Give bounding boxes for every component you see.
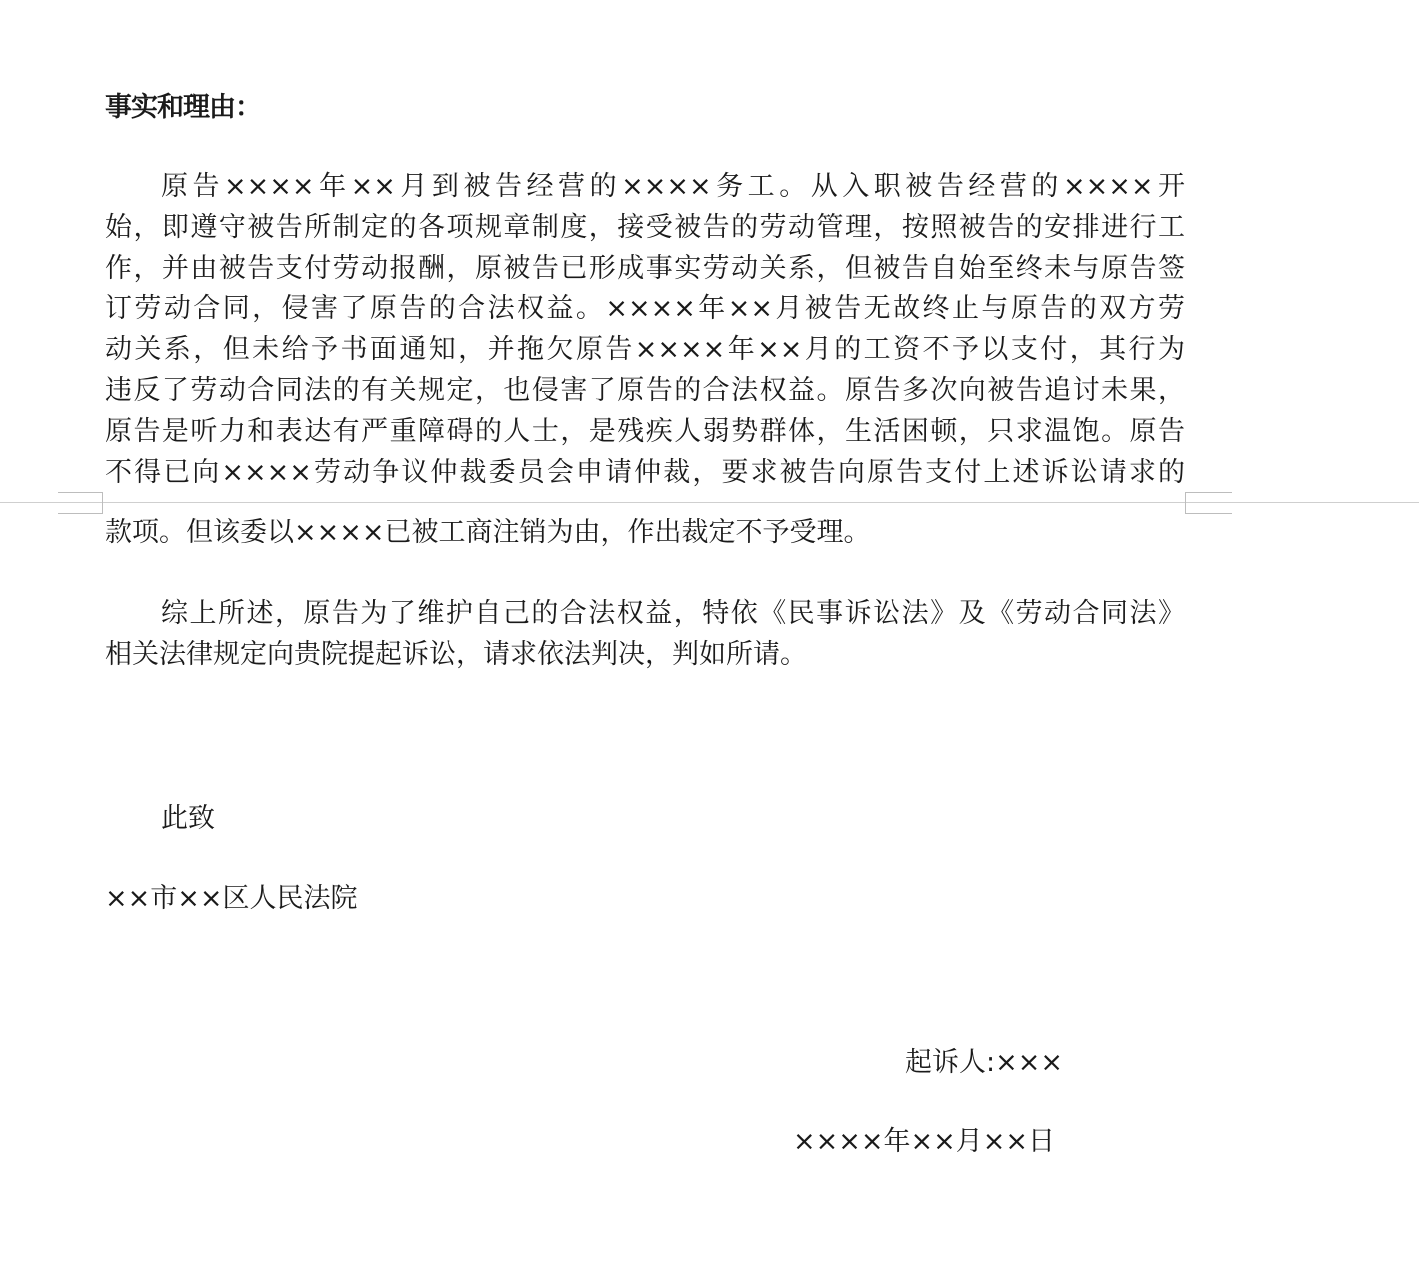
plaintiff-signature: 起诉人:××× bbox=[905, 1047, 1063, 1078]
text-line: 原告是听力和表达有严重障碍的人士，是残疾人弱势群体，生活困顿，只求温饱。原告 bbox=[105, 415, 1185, 447]
text-line: 始，即遵守被告所制定的各项规章制度，接受被告的劳动管理，按照被告的安排进行工 bbox=[105, 211, 1185, 243]
section-heading: 事实和理由： bbox=[105, 92, 261, 123]
text-line: 原告××××年××月到被告经营的××××务工。从入职被告经营的××××开 bbox=[161, 171, 1185, 202]
text-line: 相关法律规定向贵院提起诉讼，请求依法判决，判如所请。 bbox=[105, 638, 807, 670]
right-margin-crop-mark-icon bbox=[1185, 492, 1232, 514]
facts-paragraph-page1 bbox=[105, 167, 1185, 493]
left-margin-crop-mark-icon bbox=[58, 492, 103, 514]
text-line: 作，并由被告支付劳动报酬，原被告已形成事实劳动关系，但被告自始至终未与原告签 bbox=[105, 252, 1185, 284]
conclusion-paragraph bbox=[105, 594, 1185, 676]
court-name: ××市××区人民法院 bbox=[105, 883, 358, 914]
text-line: 订劳动合同，侵害了原告的合法权益。××××年××月被告无故终止与原告的双方劳 bbox=[105, 293, 1185, 325]
filing-date: ××××年××月××日 bbox=[793, 1126, 1055, 1157]
text-line: 款项。但该委以××××已被工商注销为由，作出裁定不予受理。 bbox=[105, 517, 871, 548]
facts-paragraph-page2 bbox=[105, 513, 1185, 554]
closing-salutation: 此致 bbox=[161, 803, 215, 834]
text-line: 综上所述，原告为了维护自己的合法权益，特依《民事诉讼法》及《劳动合同法》 bbox=[161, 598, 1185, 629]
text-line: 违反了劳动合同法的有关规定，也侵害了原告的合法权益。原告多次向被告追讨未果， bbox=[105, 374, 1185, 406]
text-line: 动关系，但未给予书面通知，并拖欠原告××××年××月的工资不予以支付，其行为 bbox=[105, 334, 1185, 366]
text-line: 不得已向××××劳动争议仲裁委员会申请仲裁，要求被告向原告支付上述诉讼请求的 bbox=[105, 456, 1185, 488]
